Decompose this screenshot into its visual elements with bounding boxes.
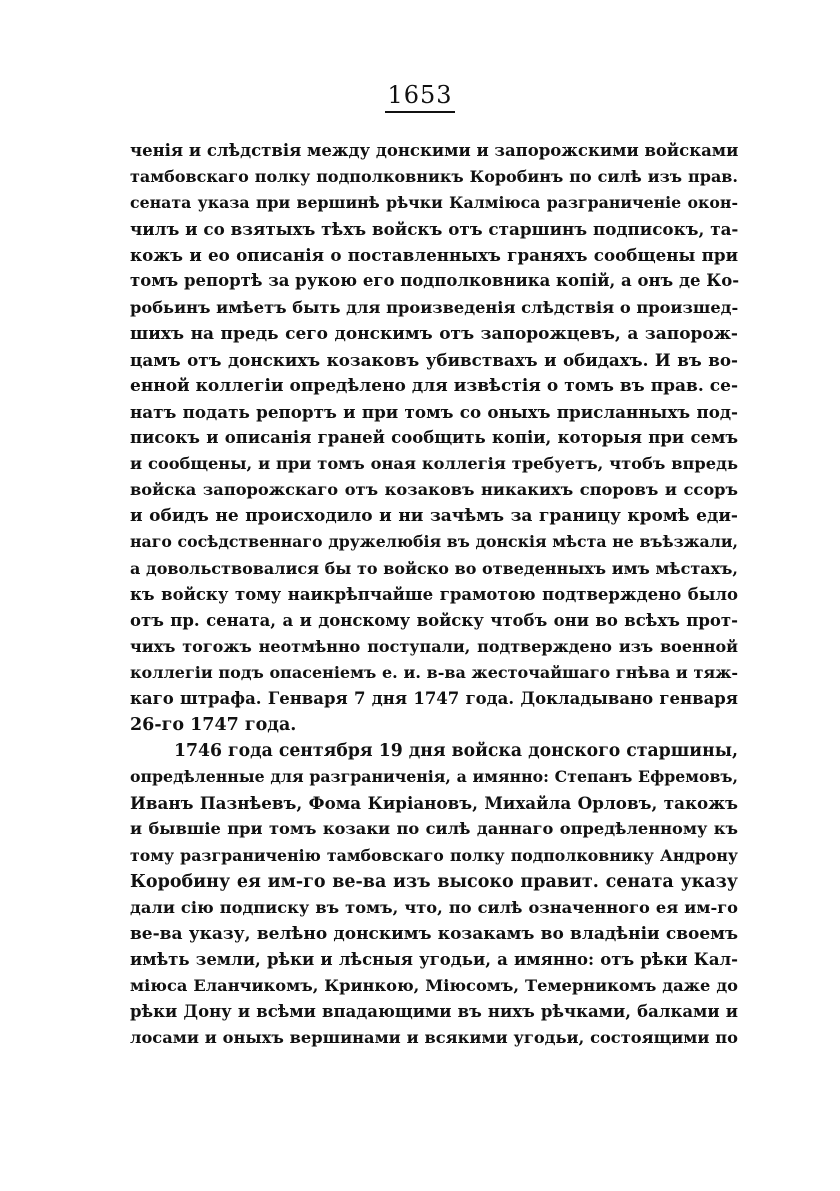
text-line: отъ пр. сената, а и донскому войску чтобъ они во всѣхъ прот- — [130, 610, 738, 630]
text-line: тамбовскаго полку подполковникъ Коробинъ по силѣ изъ прав. — [130, 167, 738, 187]
text-line: сената указа при вершинѣ рѣчки Калміюса разграниченіе окон- — [130, 193, 738, 213]
text-line: лосами и оныхъ вершинами и всякими угодьи, состоящими по — [130, 1028, 738, 1048]
text-line: и сообщены, и при томъ оная коллегія требуетъ, чтобъ впредь — [130, 454, 738, 474]
text-line: робьинъ имѣетъ быть для произведенія слѣдствія о произшед- — [130, 297, 739, 317]
text-line: войска запорожскаго отъ козаковъ никакихъ споровъ и ссоръ — [130, 480, 738, 500]
text-line: чилъ и со взятыхъ тѣхъ войскъ отъ старшинъ подписокъ, та- — [130, 219, 739, 240]
text-line: 26-го 1747 года. — [130, 715, 297, 736]
text-line: натъ подать репортъ и при томъ со оныхъ присланныхъ под- — [130, 401, 738, 422]
text-line: Коробину ея им-го ве-ва изъ высоко правит. сената указу — [130, 871, 738, 892]
text-line: тому разграниченію тамбовскаго полку подполковнику Андрону — [130, 845, 738, 865]
text-line: 1746 года сентября 19 дня войска донского старшины, — [174, 741, 738, 762]
text-line: коллегіи подъ опасеніемъ е. и. в-ва жесточайшаго гнѣва и тяж- — [130, 662, 738, 682]
text-line: къ войску тому наикрѣпчайше грамотою подтверждено было — [130, 584, 738, 604]
text-line: наго сосѣдственнаго дружелюбія въ донскія мѣста не въѣзжали, — [130, 532, 738, 552]
text-line: кожъ и ео описанія о поставленныхъ граняхъ сообщены при — [130, 245, 738, 266]
text-line: ченія и слѣдствія между донскими и запорожскими войсками — [130, 141, 739, 160]
paragraph-2 — [130, 738, 738, 1051]
text-line: каго штрафа. Генваря 7 дня 1747 года. Докладывано генваря — [130, 688, 738, 708]
text-line: опредѣленные для разграниченія, а имянно: Степанъ Ефремовъ, — [130, 767, 738, 787]
text-line: шихъ на предь сего донскимъ отъ запорожцевъ, а запорож- — [130, 323, 738, 344]
text-line: Иванъ Пазнѣевъ, Фома Киріановъ, Михайла Орловъ, такожъ — [130, 793, 738, 814]
page-number — [0, 80, 840, 113]
text-line: ве-ва указу, велѣно донскимъ козакамъ во владѣніи своемъ — [130, 923, 738, 944]
text-line: рѣки Дону и всѣми впадающими въ нихъ рѣчками, балками и — [130, 1002, 738, 1022]
text-line: чихъ тогожъ неотмѣнно поступали, подтверждено изъ военной — [130, 636, 738, 656]
page-number-text: 1653 — [385, 80, 454, 113]
text-line: дали сію подписку въ томъ, что, по силѣ означенного ея им-го — [130, 897, 738, 917]
text-line: писокъ и описанія граней сообщить копіи, которыя при семъ — [130, 428, 738, 448]
paragraph-1 — [130, 138, 738, 738]
text-line: міюса Еланчикомъ, Кринкою, Міюсомъ, Темерникомъ даже до — [130, 976, 738, 995]
text-line: и бывшіе при томъ козаки по силѣ даннаго опредѣленному къ — [130, 819, 738, 839]
body-text — [130, 138, 738, 1051]
text-line: имѣть земли, рѣки и лѣсныя угодьи, а имянно: отъ рѣки Кал- — [130, 949, 738, 969]
text-line: а довольствовалися бы то войско во отведенныхъ имъ мѣстахъ, — [130, 558, 738, 578]
text-line: томъ репортѣ за рукою его подполковника копій, а онъ де Ко- — [130, 271, 740, 291]
text-line: цамъ отъ донскихъ козаковъ убивствахъ и обидахъ. И въ во- — [130, 349, 738, 370]
text-line: енной коллегіи опредѣлено для извѣстія о томъ въ прав. се- — [130, 375, 738, 396]
text-line: и обидъ не происходило и ни зачѣмъ за границу кромѣ еди- — [130, 506, 738, 527]
